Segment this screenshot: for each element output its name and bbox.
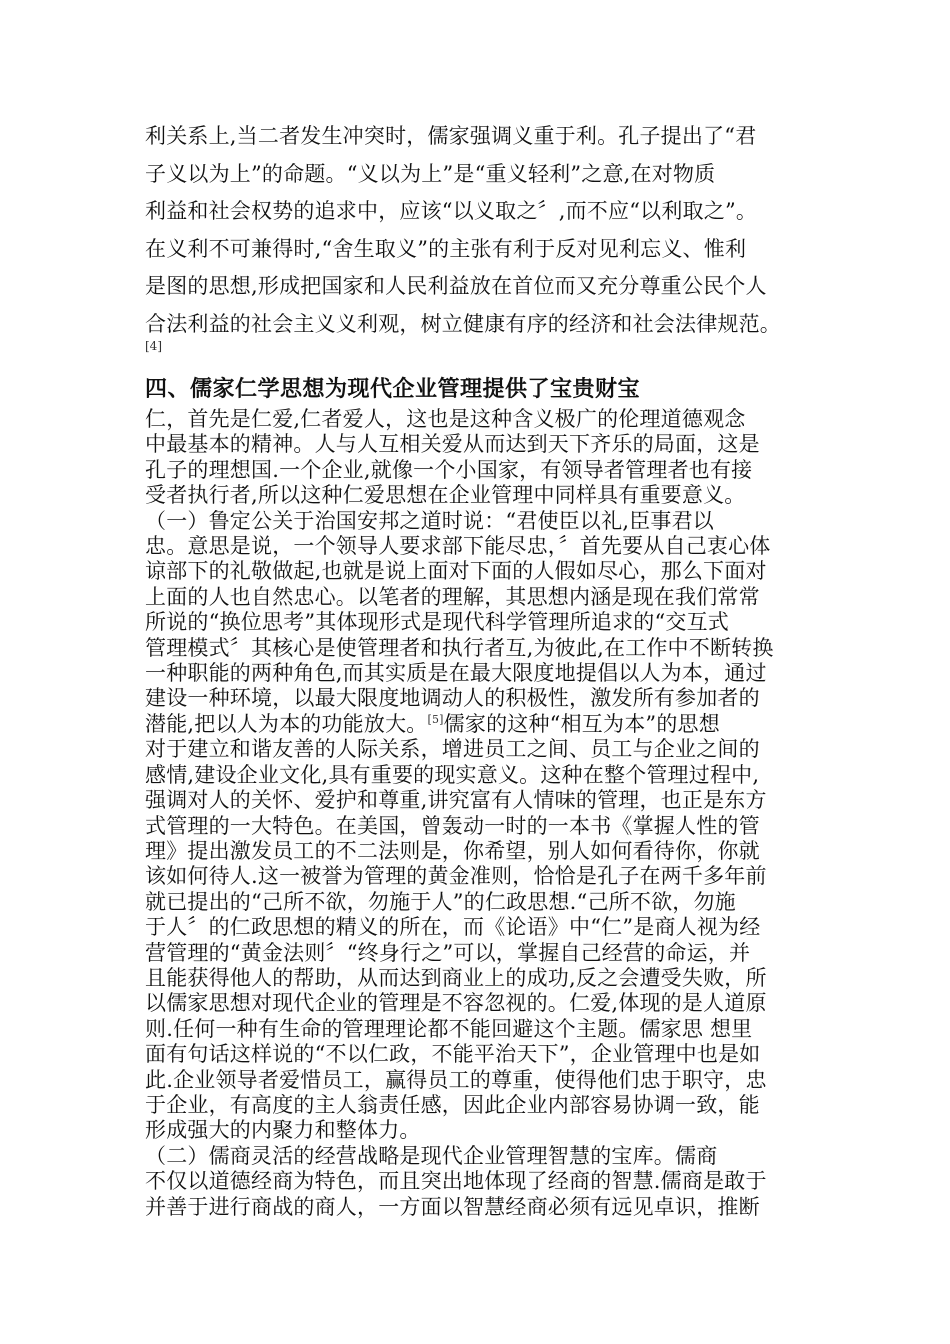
section-heading-4: 四、儒家仁学思想为现代企业管理提供了宝贵财宝	[145, 377, 641, 402]
paragraph-renai-part2: 儒家的这种“相互为本”的思想 对于建立和谐友善的人际关系，增进员工之间、员工与企业之间的 感情,建设企业文化,具有重要的现实意义。这种在整个管理过程中, 强调对人的关怀、爱护和尊重,讲究富有人情味的管理，也正是东方 式管理的一大特色。在美国，曾轰动一时的一本书《掌握人性的管 理》提出激发员工的不二法则是，你希望，别人如何看待你，你就 该如何待人.这一被誉为管理的黄金准则，恰恰是孔子在两千多年前 就已提出的“己所不欲，勿施于人”的仁政思想.“己所不欲，勿施 于人〞的仁政思想的精义的所在，而《论语》中“仁”是商人视为经 营管理的“黄金法则〞“终身行之”可以，掌握自己经营的命运，并 且能获得他人的帮助，从而达到商业上的成功,反之会遭受失败，所 以儒家思想对现代企业的管理是不容忽视的。仁爱,体现的是人道原 则.任何一种有生命的管理理论都不能回避这个主题。儒家思 想里 面有句话这样说的“不以仁政，不能平治天下”，企业管理中也是如 此.企业领导者爱惜员工，赢得员工的尊重，使得他们忠于职守，忠 于企业，有高度的主人翁责任感，因此企业内部容易协调一致，能 形成强大的内聚力和整体力。 （二）儒商灵活的经营战略是现代企业管理智慧的宝库。儒商 不仅以道德经商为特色，而且突出地体现了经商的智慧.儒商是敢于 并善于进行商战的商人，一方面以智慧经商必须有远见卓识，推断	[145, 711, 767, 1219]
citation-5: [5]	[427, 712, 444, 726]
paragraph-yili: 利关系上,当二者发生冲突时，儒家强调义重于利。孔子提出了“君 子义以为上”的命题。“义以为上”是“重义轻利”之意,在对物质 利益和社会权势的追求中，应该“以义取之〞,而不应“以利取之”。 在义利不可兼得时,“舍生取义”的主张有利于反对见利忘义、惟利 是图的思想,形成把国家和人民利益放在首位而又充分尊重公民个人 合法利益的社会主义义利观，树立健康有序的经济和社会法律规范。	[145, 124, 781, 336]
paragraph-renai-part1: 仁，首先是仁爱,仁者爱人，这也是这种含义极广的伦理道德观念 中最基本的精神。人与人互相关爱从而达到天下齐乐的局面，这是 孔子的理想国.一个企业,就像一个小国家，有领导者管理者也有接 受者执行者,所以这种仁爱思想在企业管理中同样具有重要意义。 （一）鲁定公关于治国安邦之道时说：“君使臣以礼,臣事君以 忠。意思是说，一个领导人要求部下能尽忠，〞首先要从自己衷心体 谅部下的礼敬做起,也就是说上面对下面的人假如尽心，那么下面对 上面的人也自然忠心。以笔者的理解，其思想内涵是现在我们常常 所说的“换位思考”其体现形式是现代科学管理所追求的“交互式 管理模式〞其核心是使管理者和执行者互,为彼此,在工作中不断转换 一种职能的两种角色,而其实质是在最大限度地提倡以人为本，通过 建设一种环境，以最大限度地调动人的积极性，激发所有参加者的 潜能,把以人为本的功能放大。	[145, 407, 774, 736]
citation-4: [4]	[145, 339, 162, 353]
paragraph-renai	[145, 407, 817, 1220]
